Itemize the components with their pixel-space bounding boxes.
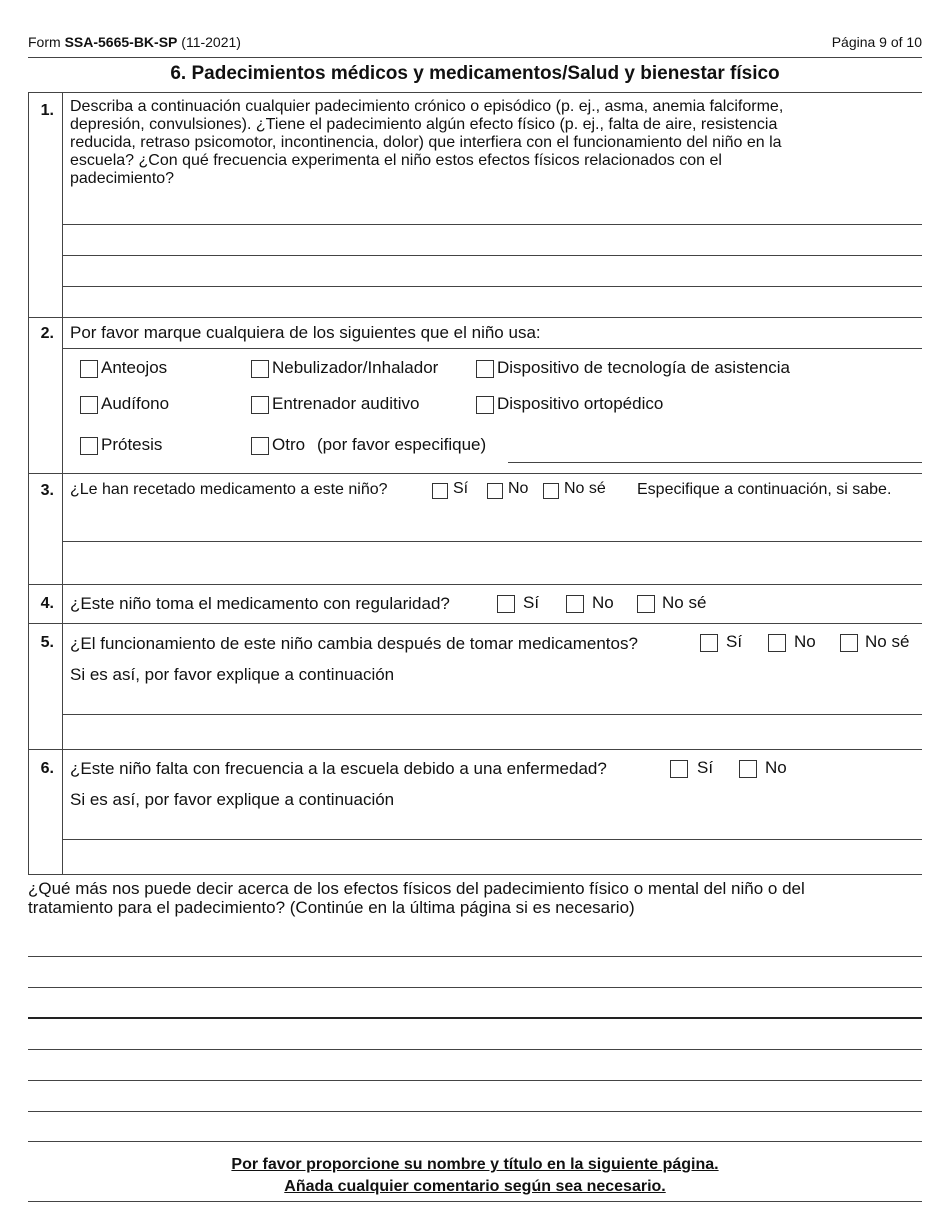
q5-no-checkbox[interactable]: [768, 634, 786, 652]
q4-no-checkbox[interactable]: [566, 595, 584, 613]
q3-yes-checkbox[interactable]: [432, 483, 448, 499]
q6-yes-label: Sí: [697, 758, 714, 777]
page-number: Página 9 of 10: [831, 34, 922, 50]
q4-dont-know-checkbox[interactable]: [637, 595, 655, 613]
q5-yes-checkbox[interactable]: [700, 634, 718, 652]
form-prefix: Form: [28, 34, 61, 50]
q1-line-5: padecimiento?: [70, 170, 175, 187]
q6-bottom-line: [28, 874, 922, 875]
q3-answer-line[interactable]: [62, 541, 922, 542]
other-answer-line-2[interactable]: [28, 987, 922, 988]
q1-answer-line-1[interactable]: [62, 224, 922, 225]
q2-text-divider: [62, 348, 922, 349]
footer-line-1: Por favor proporcione su nombre y título en la siguiente página.: [231, 1156, 719, 1173]
otro-specify-label: (por favor especifique): [317, 435, 487, 454]
q4-yes-checkbox[interactable]: [497, 595, 515, 613]
entrenador-checkbox[interactable]: [251, 396, 269, 414]
other-answer-line-5[interactable]: [28, 1080, 922, 1081]
q3-text: ¿Le han recetado medicamento a este niño?: [70, 481, 388, 498]
q4-yes-label: Sí: [523, 593, 540, 612]
q5-dont-know-checkbox[interactable]: [840, 634, 858, 652]
anteojos-checkbox[interactable]: [80, 360, 98, 378]
q5-text: ¿El funcionamiento de este niño cambia después de tomar medicamentos?: [70, 634, 638, 653]
q3-no-label: No: [508, 480, 529, 497]
q5-answer-line[interactable]: [62, 714, 922, 715]
title-divider: [28, 92, 922, 93]
form-id: [28, 34, 241, 50]
audifono-label: Audífono: [101, 394, 170, 413]
q5-bottom-line: [28, 749, 922, 750]
q5-explain: Si es así, por favor explique a continuación: [70, 665, 395, 684]
other-answer-line-3[interactable]: [28, 1017, 922, 1019]
q2-text: Por favor marque cualquiera de los siguientes que el niño usa:: [70, 323, 541, 342]
other-answer-line-4[interactable]: [28, 1049, 922, 1050]
other-answer-line-7[interactable]: [28, 1141, 922, 1142]
otro-label: Otro: [272, 435, 306, 454]
grid-number-column-border: [62, 92, 63, 875]
q4-no-label: No: [592, 593, 614, 612]
form-date: (11-2021): [181, 34, 241, 50]
q4-bottom-line: [28, 623, 922, 624]
form-number: SSA-5665-BK-SP: [64, 34, 178, 50]
other-answer-line-1[interactable]: [28, 956, 922, 957]
ortopedico-checkbox[interactable]: [476, 396, 494, 414]
q1-number: 1.: [40, 102, 54, 119]
q1-line-1: Describa a continuación cualquier padecimiento crónico o episódico (p. ej., asma, anemia falciforme,: [70, 98, 784, 115]
audifono-checkbox[interactable]: [80, 396, 98, 414]
q3-yes-label: Sí: [453, 480, 469, 497]
q3-number: 3.: [40, 482, 54, 499]
q3-dont-know-checkbox[interactable]: [543, 483, 559, 499]
q1-answer-line-3[interactable]: [62, 286, 922, 287]
q1-line-3: reducida, retraso psicomotor, incontinencia, dolor) que interfiera con el funcionamiento del niño en la: [70, 134, 782, 151]
q2-bottom-line: [28, 473, 922, 474]
otro-specify-line[interactable]: [508, 462, 922, 463]
q3-note: Especifique a continuación, si sabe.: [637, 481, 892, 498]
nebulizador-label: Nebulizador/Inhalador: [272, 358, 439, 377]
q6-no-label: No: [765, 758, 787, 777]
q1-answer-line-2[interactable]: [62, 255, 922, 256]
q1-line-2: depresión, convulsiones). ¿Tiene el padecimiento algún efecto físico (p. ej., falta de aire, resistencia: [70, 116, 778, 133]
q4-dont-know-label: No sé: [662, 593, 707, 612]
other-line-2: tratamiento para el padecimiento? (Continúe en la última página si es necesario): [28, 898, 635, 917]
otro-checkbox[interactable]: [251, 437, 269, 455]
footer-line-2: Añada cualquier comentario según sea necesario.: [284, 1178, 666, 1195]
nebulizador-checkbox[interactable]: [251, 360, 269, 378]
other-line-1: ¿Qué más nos puede decir acerca de los efectos físicos del padecimiento físico o mental del niño o del: [28, 879, 805, 898]
footer-bottom-line: [28, 1201, 922, 1202]
q1-line-4: escuela? ¿Con qué frecuencia experimenta el niño estos efectos físicos relacionados con el: [70, 152, 722, 169]
q4-number: 4.: [40, 595, 54, 612]
anteojos-label: Anteojos: [101, 358, 168, 377]
q6-answer-line[interactable]: [62, 839, 922, 840]
section-title: 6. Padecimientos médicos y medicamentos/Salud y bienestar físico: [170, 63, 780, 84]
protesis-checkbox[interactable]: [80, 437, 98, 455]
q4-text: ¿Este niño toma el medicamento con regularidad?: [70, 594, 450, 613]
q6-text: ¿Este niño falta con frecuencia a la escuela debido a una enfermedad?: [70, 759, 607, 778]
q3-dont-know-label: No sé: [564, 480, 606, 497]
header-divider: [28, 57, 922, 58]
q5-no-label: No: [794, 632, 816, 651]
dispositivo-asistencia-checkbox[interactable]: [476, 360, 494, 378]
q1-bottom-line: [28, 317, 922, 318]
q5-number: 5.: [40, 634, 54, 651]
q6-explain: Si es así, por favor explique a continuación: [70, 790, 395, 809]
protesis-label: Prótesis: [101, 435, 163, 454]
entrenador-label: Entrenador auditivo: [272, 394, 420, 413]
ortopedico-label: Dispositivo ortopédico: [497, 394, 664, 413]
q6-number: 6.: [40, 760, 54, 777]
q5-dont-know-label: No sé: [865, 632, 910, 651]
q2-number: 2.: [40, 325, 54, 342]
q5-yes-label: Sí: [726, 632, 743, 651]
dispositivo-asistencia-label: Dispositivo de tecnología de asistencia: [497, 358, 790, 377]
q3-bottom-line: [28, 584, 922, 585]
q6-no-checkbox[interactable]: [739, 760, 757, 778]
q6-yes-checkbox[interactable]: [670, 760, 688, 778]
q3-no-checkbox[interactable]: [487, 483, 503, 499]
other-answer-line-6[interactable]: [28, 1111, 922, 1112]
